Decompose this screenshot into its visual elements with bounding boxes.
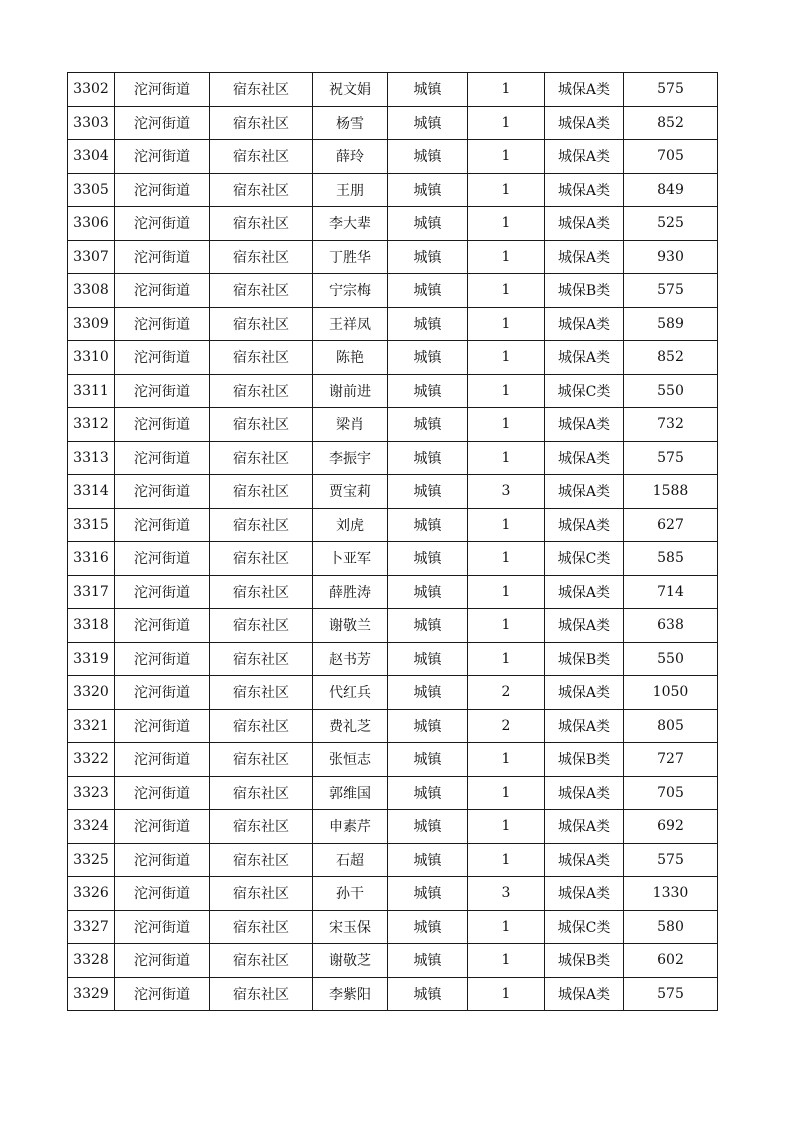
insurance-category-cell: 城保A类 xyxy=(545,73,624,107)
person-name-cell: 宋玉保 xyxy=(313,910,388,944)
person-name-cell: 郭维国 xyxy=(313,776,388,810)
subsidy-amount-cell: 550 xyxy=(624,374,718,408)
person-name-cell: 谢敬兰 xyxy=(313,609,388,643)
household-count-cell: 1 xyxy=(468,508,545,542)
table-row xyxy=(68,173,718,207)
subsidy-amount-cell: 602 xyxy=(624,944,718,978)
person-name-cell: 祝文娟 xyxy=(313,73,388,107)
community-name-cell: 宿东社区 xyxy=(210,307,313,341)
record-id-cell: 3309 xyxy=(68,307,115,341)
subsidy-amount-cell: 849 xyxy=(624,173,718,207)
residence-type-cell: 城镇 xyxy=(388,307,468,341)
household-count-cell: 1 xyxy=(468,843,545,877)
subsidy-amount-cell: 525 xyxy=(624,207,718,241)
residence-type-cell: 城镇 xyxy=(388,843,468,877)
household-count-cell: 2 xyxy=(468,676,545,710)
table-row xyxy=(68,877,718,911)
table-row xyxy=(68,609,718,643)
person-name-cell: 代红兵 xyxy=(313,676,388,710)
table-row xyxy=(68,709,718,743)
person-name-cell: 赵书芳 xyxy=(313,642,388,676)
community-name-cell: 宿东社区 xyxy=(210,106,313,140)
record-id-cell: 3320 xyxy=(68,676,115,710)
table-row xyxy=(68,508,718,542)
subsidy-amount-cell: 575 xyxy=(624,977,718,1011)
subsidy-amount-cell: 580 xyxy=(624,910,718,944)
table-row xyxy=(68,575,718,609)
person-name-cell: 杨雪 xyxy=(313,106,388,140)
record-id-cell: 3312 xyxy=(68,408,115,442)
street-name-cell: 沱河街道 xyxy=(115,341,210,375)
record-id-cell: 3328 xyxy=(68,944,115,978)
insurance-category-cell: 城保A类 xyxy=(545,173,624,207)
street-name-cell: 沱河街道 xyxy=(115,642,210,676)
record-id-cell: 3323 xyxy=(68,776,115,810)
residence-type-cell: 城镇 xyxy=(388,274,468,308)
insurance-category-cell: 城保B类 xyxy=(545,274,624,308)
insurance-category-cell: 城保A类 xyxy=(545,207,624,241)
residence-type-cell: 城镇 xyxy=(388,408,468,442)
community-name-cell: 宿东社区 xyxy=(210,676,313,710)
table-row xyxy=(68,843,718,877)
person-name-cell: 王朋 xyxy=(313,173,388,207)
subsidy-amount-cell: 852 xyxy=(624,106,718,140)
street-name-cell: 沱河街道 xyxy=(115,609,210,643)
person-name-cell: 宁宗梅 xyxy=(313,274,388,308)
household-count-cell: 1 xyxy=(468,207,545,241)
record-id-cell: 3326 xyxy=(68,877,115,911)
person-name-cell: 李振宇 xyxy=(313,441,388,475)
street-name-cell: 沱河街道 xyxy=(115,106,210,140)
household-count-cell: 1 xyxy=(468,944,545,978)
community-name-cell: 宿东社区 xyxy=(210,542,313,576)
community-name-cell: 宿东社区 xyxy=(210,910,313,944)
person-name-cell: 张恒志 xyxy=(313,743,388,777)
community-name-cell: 宿东社区 xyxy=(210,776,313,810)
subsidy-amount-cell: 575 xyxy=(624,441,718,475)
street-name-cell: 沱河街道 xyxy=(115,810,210,844)
street-name-cell: 沱河街道 xyxy=(115,475,210,509)
roster-body xyxy=(68,73,718,1011)
table-row xyxy=(68,441,718,475)
street-name-cell: 沱河街道 xyxy=(115,374,210,408)
community-name-cell: 宿东社区 xyxy=(210,173,313,207)
street-name-cell: 沱河街道 xyxy=(115,73,210,107)
street-name-cell: 沱河街道 xyxy=(115,140,210,174)
record-id-cell: 3310 xyxy=(68,341,115,375)
insurance-category-cell: 城保A类 xyxy=(545,575,624,609)
insurance-category-cell: 城保A类 xyxy=(545,709,624,743)
insurance-category-cell: 城保A类 xyxy=(545,843,624,877)
person-name-cell: 李紫阳 xyxy=(313,977,388,1011)
subsidy-amount-cell: 589 xyxy=(624,307,718,341)
street-name-cell: 沱河街道 xyxy=(115,240,210,274)
community-name-cell: 宿东社区 xyxy=(210,575,313,609)
record-id-cell: 3304 xyxy=(68,140,115,174)
person-name-cell: 王祥凤 xyxy=(313,307,388,341)
community-name-cell: 宿东社区 xyxy=(210,341,313,375)
street-name-cell: 沱河街道 xyxy=(115,944,210,978)
subsidy-amount-cell: 727 xyxy=(624,743,718,777)
household-count-cell: 1 xyxy=(468,609,545,643)
subsidy-amount-cell: 1588 xyxy=(624,475,718,509)
record-id-cell: 3318 xyxy=(68,609,115,643)
community-name-cell: 宿东社区 xyxy=(210,207,313,241)
subsidy-amount-cell: 692 xyxy=(624,810,718,844)
subsidy-amount-cell: 575 xyxy=(624,843,718,877)
insurance-category-cell: 城保A类 xyxy=(545,508,624,542)
community-name-cell: 宿东社区 xyxy=(210,73,313,107)
record-id-cell: 3308 xyxy=(68,274,115,308)
insurance-category-cell: 城保A类 xyxy=(545,240,624,274)
subsidy-amount-cell: 852 xyxy=(624,341,718,375)
residence-type-cell: 城镇 xyxy=(388,374,468,408)
insurance-category-cell: 城保B类 xyxy=(545,743,624,777)
person-name-cell: 石超 xyxy=(313,843,388,877)
subsidy-amount-cell: 930 xyxy=(624,240,718,274)
insurance-category-cell: 城保A类 xyxy=(545,810,624,844)
residence-type-cell: 城镇 xyxy=(388,475,468,509)
insurance-category-cell: 城保B类 xyxy=(545,944,624,978)
subsidy-amount-cell: 705 xyxy=(624,776,718,810)
community-name-cell: 宿东社区 xyxy=(210,977,313,1011)
residence-type-cell: 城镇 xyxy=(388,642,468,676)
street-name-cell: 沱河街道 xyxy=(115,877,210,911)
residence-type-cell: 城镇 xyxy=(388,341,468,375)
household-count-cell: 1 xyxy=(468,441,545,475)
household-count-cell: 1 xyxy=(468,408,545,442)
household-count-cell: 1 xyxy=(468,810,545,844)
insurance-category-cell: 城保A类 xyxy=(545,307,624,341)
street-name-cell: 沱河街道 xyxy=(115,207,210,241)
person-name-cell: 谢敬芝 xyxy=(313,944,388,978)
household-count-cell: 1 xyxy=(468,73,545,107)
insurance-category-cell: 城保A类 xyxy=(545,441,624,475)
household-count-cell: 1 xyxy=(468,307,545,341)
insurance-category-cell: 城保C类 xyxy=(545,542,624,576)
record-id-cell: 3316 xyxy=(68,542,115,576)
household-count-cell: 1 xyxy=(468,341,545,375)
household-count-cell: 3 xyxy=(468,475,545,509)
subsidy-amount-cell: 805 xyxy=(624,709,718,743)
residence-type-cell: 城镇 xyxy=(388,140,468,174)
insurance-category-cell: 城保A类 xyxy=(545,977,624,1011)
community-name-cell: 宿东社区 xyxy=(210,274,313,308)
record-id-cell: 3313 xyxy=(68,441,115,475)
household-count-cell: 1 xyxy=(468,977,545,1011)
community-name-cell: 宿东社区 xyxy=(210,374,313,408)
subsidy-amount-cell: 550 xyxy=(624,642,718,676)
residence-type-cell: 城镇 xyxy=(388,910,468,944)
street-name-cell: 沱河街道 xyxy=(115,508,210,542)
record-id-cell: 3315 xyxy=(68,508,115,542)
table-row xyxy=(68,140,718,174)
person-name-cell: 李大辈 xyxy=(313,207,388,241)
subsidy-roster-table xyxy=(67,72,718,1011)
subsidy-amount-cell: 627 xyxy=(624,508,718,542)
table-row xyxy=(68,341,718,375)
table-row xyxy=(68,274,718,308)
person-name-cell: 贾宝莉 xyxy=(313,475,388,509)
insurance-category-cell: 城保A类 xyxy=(545,676,624,710)
street-name-cell: 沱河街道 xyxy=(115,173,210,207)
insurance-category-cell: 城保C类 xyxy=(545,910,624,944)
household-count-cell: 1 xyxy=(468,642,545,676)
table-row xyxy=(68,106,718,140)
community-name-cell: 宿东社区 xyxy=(210,743,313,777)
residence-type-cell: 城镇 xyxy=(388,743,468,777)
subsidy-amount-cell: 1050 xyxy=(624,676,718,710)
insurance-category-cell: 城保B类 xyxy=(545,642,624,676)
street-name-cell: 沱河街道 xyxy=(115,542,210,576)
street-name-cell: 沱河街道 xyxy=(115,743,210,777)
table-row xyxy=(68,542,718,576)
table-row xyxy=(68,207,718,241)
street-name-cell: 沱河街道 xyxy=(115,676,210,710)
record-id-cell: 3317 xyxy=(68,575,115,609)
household-count-cell: 3 xyxy=(468,877,545,911)
record-id-cell: 3324 xyxy=(68,810,115,844)
person-name-cell: 费礼芝 xyxy=(313,709,388,743)
household-count-cell: 1 xyxy=(468,374,545,408)
community-name-cell: 宿东社区 xyxy=(210,408,313,442)
community-name-cell: 宿东社区 xyxy=(210,475,313,509)
record-id-cell: 3319 xyxy=(68,642,115,676)
person-name-cell: 申素芹 xyxy=(313,810,388,844)
subsidy-amount-cell: 638 xyxy=(624,609,718,643)
community-name-cell: 宿东社区 xyxy=(210,944,313,978)
street-name-cell: 沱河街道 xyxy=(115,709,210,743)
insurance-category-cell: 城保A类 xyxy=(545,408,624,442)
street-name-cell: 沱河街道 xyxy=(115,274,210,308)
record-id-cell: 3311 xyxy=(68,374,115,408)
community-name-cell: 宿东社区 xyxy=(210,843,313,877)
subsidy-amount-cell: 575 xyxy=(624,73,718,107)
record-id-cell: 3325 xyxy=(68,843,115,877)
household-count-cell: 1 xyxy=(468,575,545,609)
insurance-category-cell: 城保A类 xyxy=(545,776,624,810)
insurance-category-cell: 城保A类 xyxy=(545,475,624,509)
residence-type-cell: 城镇 xyxy=(388,709,468,743)
table-row xyxy=(68,642,718,676)
record-id-cell: 3307 xyxy=(68,240,115,274)
table-row xyxy=(68,374,718,408)
street-name-cell: 沱河街道 xyxy=(115,575,210,609)
household-count-cell: 1 xyxy=(468,140,545,174)
household-count-cell: 2 xyxy=(468,709,545,743)
table-row xyxy=(68,307,718,341)
residence-type-cell: 城镇 xyxy=(388,575,468,609)
residence-type-cell: 城镇 xyxy=(388,810,468,844)
table-row xyxy=(68,977,718,1011)
residence-type-cell: 城镇 xyxy=(388,977,468,1011)
subsidy-amount-cell: 575 xyxy=(624,274,718,308)
subsidy-amount-cell: 1330 xyxy=(624,877,718,911)
table-row xyxy=(68,73,718,107)
person-name-cell: 薛玲 xyxy=(313,140,388,174)
residence-type-cell: 城镇 xyxy=(388,944,468,978)
table-row xyxy=(68,910,718,944)
record-id-cell: 3303 xyxy=(68,106,115,140)
household-count-cell: 1 xyxy=(468,106,545,140)
insurance-category-cell: 城保A类 xyxy=(545,609,624,643)
subsidy-amount-cell: 705 xyxy=(624,140,718,174)
street-name-cell: 沱河街道 xyxy=(115,441,210,475)
person-name-cell: 卜亚军 xyxy=(313,542,388,576)
residence-type-cell: 城镇 xyxy=(388,106,468,140)
person-name-cell: 刘虎 xyxy=(313,508,388,542)
table-row xyxy=(68,408,718,442)
table-row xyxy=(68,810,718,844)
residence-type-cell: 城镇 xyxy=(388,609,468,643)
community-name-cell: 宿东社区 xyxy=(210,441,313,475)
household-count-cell: 1 xyxy=(468,274,545,308)
residence-type-cell: 城镇 xyxy=(388,542,468,576)
community-name-cell: 宿东社区 xyxy=(210,810,313,844)
residence-type-cell: 城镇 xyxy=(388,73,468,107)
person-name-cell: 孙干 xyxy=(313,877,388,911)
street-name-cell: 沱河街道 xyxy=(115,307,210,341)
household-count-cell: 1 xyxy=(468,776,545,810)
residence-type-cell: 城镇 xyxy=(388,207,468,241)
residence-type-cell: 城镇 xyxy=(388,676,468,710)
insurance-category-cell: 城保A类 xyxy=(545,341,624,375)
community-name-cell: 宿东社区 xyxy=(210,240,313,274)
person-name-cell: 梁肖 xyxy=(313,408,388,442)
community-name-cell: 宿东社区 xyxy=(210,140,313,174)
community-name-cell: 宿东社区 xyxy=(210,508,313,542)
residence-type-cell: 城镇 xyxy=(388,508,468,542)
subsidy-amount-cell: 732 xyxy=(624,408,718,442)
insurance-category-cell: 城保A类 xyxy=(545,140,624,174)
subsidy-amount-cell: 714 xyxy=(624,575,718,609)
street-name-cell: 沱河街道 xyxy=(115,776,210,810)
community-name-cell: 宿东社区 xyxy=(210,642,313,676)
subsidy-amount-cell: 585 xyxy=(624,542,718,576)
record-id-cell: 3306 xyxy=(68,207,115,241)
table-row xyxy=(68,676,718,710)
record-id-cell: 3302 xyxy=(68,73,115,107)
person-name-cell: 丁胜华 xyxy=(313,240,388,274)
household-count-cell: 1 xyxy=(468,542,545,576)
street-name-cell: 沱河街道 xyxy=(115,977,210,1011)
person-name-cell: 薛胜涛 xyxy=(313,575,388,609)
household-count-cell: 1 xyxy=(468,240,545,274)
table-row xyxy=(68,240,718,274)
person-name-cell: 陈艳 xyxy=(313,341,388,375)
residence-type-cell: 城镇 xyxy=(388,173,468,207)
record-id-cell: 3314 xyxy=(68,475,115,509)
table-row xyxy=(68,944,718,978)
household-count-cell: 1 xyxy=(468,743,545,777)
residence-type-cell: 城镇 xyxy=(388,240,468,274)
residence-type-cell: 城镇 xyxy=(388,877,468,911)
table-row xyxy=(68,475,718,509)
record-id-cell: 3321 xyxy=(68,709,115,743)
household-count-cell: 1 xyxy=(468,910,545,944)
residence-type-cell: 城镇 xyxy=(388,441,468,475)
person-name-cell: 谢前进 xyxy=(313,374,388,408)
street-name-cell: 沱河街道 xyxy=(115,910,210,944)
record-id-cell: 3327 xyxy=(68,910,115,944)
table-row xyxy=(68,776,718,810)
household-count-cell: 1 xyxy=(468,173,545,207)
insurance-category-cell: 城保A类 xyxy=(545,877,624,911)
record-id-cell: 3305 xyxy=(68,173,115,207)
insurance-category-cell: 城保C类 xyxy=(545,374,624,408)
table-row xyxy=(68,743,718,777)
residence-type-cell: 城镇 xyxy=(388,776,468,810)
community-name-cell: 宿东社区 xyxy=(210,609,313,643)
insurance-category-cell: 城保A类 xyxy=(545,106,624,140)
community-name-cell: 宿东社区 xyxy=(210,709,313,743)
street-name-cell: 沱河街道 xyxy=(115,408,210,442)
record-id-cell: 3329 xyxy=(68,977,115,1011)
street-name-cell: 沱河街道 xyxy=(115,843,210,877)
record-id-cell: 3322 xyxy=(68,743,115,777)
community-name-cell: 宿东社区 xyxy=(210,877,313,911)
